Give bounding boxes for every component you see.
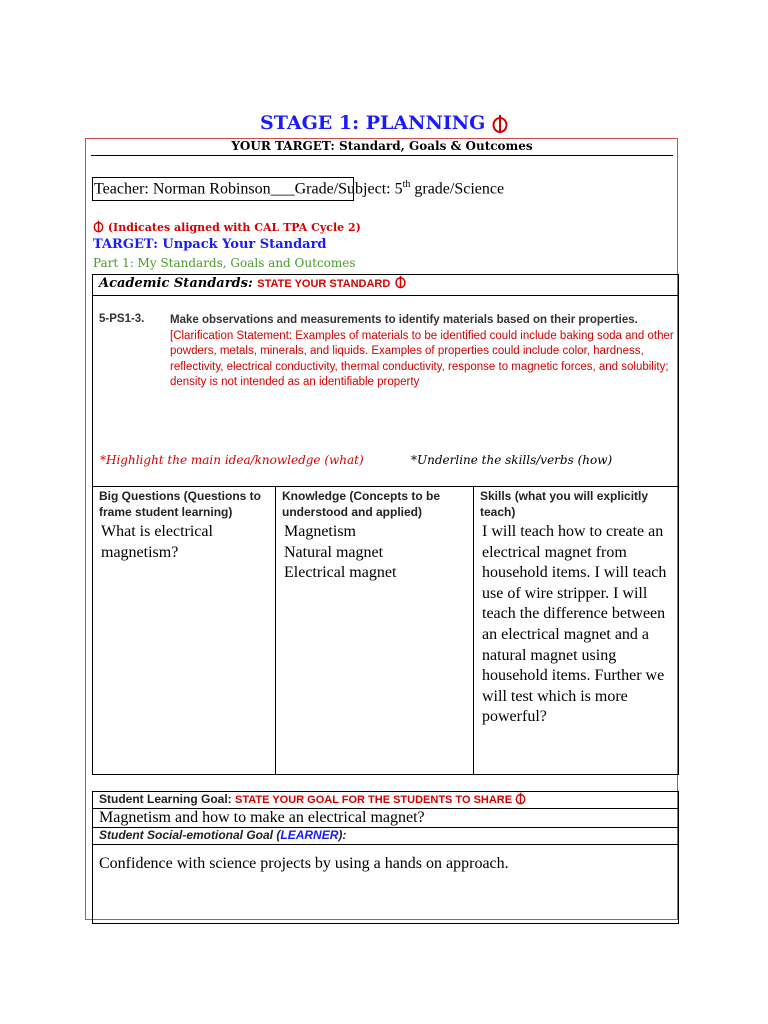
goals-table [92,791,679,924]
knowledge-item: Electrical magnet [284,564,397,582]
knowledge-heading: Knowledge (Concepts to be understood and applied) [282,489,441,519]
learning-goal-colon: : [227,792,236,806]
social-goal-heading [93,828,679,845]
knowledge-item: Magnetism [284,523,356,540]
learning-goal-value: Magnetism and how to make an electrical magnet? [93,809,679,828]
skills-body: I will teach how to create an electrical magnet from household items. I will teach use of wire stripper. I will teach the difference between an electrical magnet and a natural magnet using household items. Further we will test which is more powerful? [482,523,667,726]
knowledge-list [276,520,473,584]
standards-heading [93,275,679,296]
learning-goal-heading [93,792,679,809]
standards-heading-label: Academic Standards: [99,276,253,291]
teacher-label: Teacher: Norman Robinson___Grade/Subject: 5 [94,180,403,198]
standard-statement: Make observations and measurements to identify materials based on their properties. [170,314,638,326]
knowledge-item: Natural magnet [284,543,384,561]
underline-note: *Underline the skills/verbs (how) [411,453,613,467]
unpack-heading: TARGET: Unpack Your Standard [93,237,327,252]
learning-goal-action: STATE YOUR GOAL FOR THE STUDENTS TO SHARE [235,794,513,806]
tpa-alignment-icon [492,114,508,134]
skills-cell [474,487,679,775]
part1-heading: Part 1: My Standards, Goals and Outcomes [93,256,356,270]
outcomes-table [92,486,679,775]
social-goal-learner: LEARNER [280,828,339,842]
knowledge-cell [276,487,474,775]
tpa-legend-text: (Indicates aligned with CAL TPA Cycle 2) [107,221,361,234]
social-goal-close: ): [338,828,347,842]
tpa-legend [93,220,361,234]
target-subtitle: YOUR TARGET: Standard, Goals & Outcomes [91,139,673,156]
subject-suffix: grade/Science [410,180,505,198]
page-title [0,112,768,134]
grade-ordinal: th [402,179,411,190]
standards-heading-action: STATE YOUR STANDARD [257,278,391,290]
standard-clarification: [Clarification Statement: Examples of materials to be identified could include baking soda and other powders, metals, minerals, and liquids. Examples of properties could include color, hardness, reflectivity, electrical conductivity, thermal conductivity, response to magnetic forces, and solubility; density is not intended as an identifiable property [170,329,674,388]
big-questions-cell [93,487,276,775]
teacher-line [94,179,504,198]
tpa-alignment-icon [395,275,406,289]
learning-goal-label: Student Learning Goal [99,792,228,806]
standard-text [170,313,680,391]
tpa-alignment-icon [515,792,526,805]
highlight-note: *Highlight the main idea/knowledge (what) [100,453,364,467]
skills-heading: Skills (what you will explicitly teach) [480,489,649,519]
standard-code: 5-PS1-3. [99,313,145,325]
social-goal-label: Student Social-emotional Goal ( [99,828,281,842]
big-questions-body: What is electrical magnetism? [101,523,213,561]
big-questions-heading: Big Questions (Questions to frame student learning) [99,489,262,519]
tpa-alignment-icon [93,220,104,233]
title-text: STAGE 1: PLANNING [260,112,486,134]
social-goal-value: Confidence with science projects by using a hands on approach. [93,845,679,924]
